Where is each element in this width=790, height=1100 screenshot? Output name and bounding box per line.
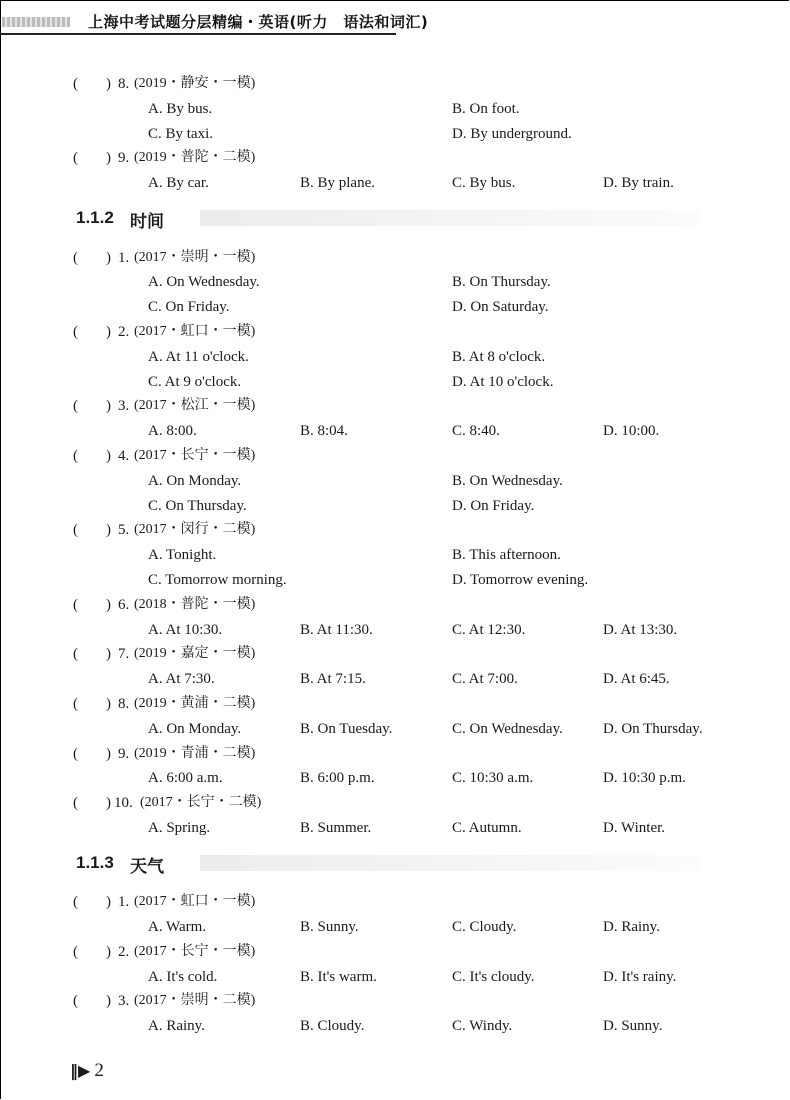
option: A. At 11 o'clock. — [148, 348, 249, 365]
answer-blank-open: ( — [73, 795, 78, 812]
options-row — [0, 965, 790, 990]
options-row — [0, 494, 790, 519]
question-source: (2019・嘉定・一模) — [134, 646, 256, 662]
option: B. Cloudy. — [300, 1018, 365, 1035]
header-decoration — [2, 17, 70, 27]
option: C. 8:40. — [452, 423, 500, 440]
option: A. By car. — [148, 175, 209, 192]
options-row — [0, 618, 790, 643]
option: C. At 9 o'clock. — [148, 373, 242, 390]
options-row — [0, 345, 790, 370]
option: C. By taxi. — [148, 125, 214, 142]
answer-blank-open: ( — [73, 522, 78, 539]
option: C. On Wednesday. — [452, 720, 563, 737]
option: D. At 13:30. — [603, 621, 678, 638]
question-number: 1. — [118, 894, 130, 911]
exercise-content — [0, 72, 790, 1039]
question-row — [0, 642, 790, 667]
option: B. On Thursday. — [452, 274, 551, 291]
question-row — [0, 989, 790, 1014]
option: D. Winter. — [603, 819, 666, 836]
option: A. Rainy. — [148, 1018, 205, 1035]
question-row — [0, 444, 790, 469]
option: A. Spring. — [148, 819, 211, 836]
question-number: 3. — [118, 398, 130, 415]
question-row — [0, 940, 790, 965]
option: D. 10:30 p.m. — [603, 770, 686, 787]
option: A. 8:00. — [148, 423, 197, 440]
option: B. 6:00 p.m. — [300, 770, 375, 787]
options-row — [0, 766, 790, 791]
options-row — [0, 667, 790, 692]
question-source: (2017・闵行・二模) — [134, 522, 256, 538]
option: C. At 7:00. — [452, 671, 518, 688]
option: A. 6:00 a.m. — [148, 770, 223, 787]
section-number: 1.1.2 — [76, 207, 114, 227]
option: C. On Friday. — [148, 299, 230, 316]
page-number: 2 — [94, 1060, 104, 1081]
answer-blank-close: ) — [106, 522, 111, 539]
question-number: 8. — [118, 695, 130, 712]
question-row — [0, 692, 790, 717]
answer-blank-close: ) — [106, 76, 111, 92]
section-number: 1.1.3 — [76, 852, 114, 872]
section-title: 时间 — [130, 211, 164, 232]
running-header-title: 上海中考试题分层精编・英语(听力 语法和词汇) — [88, 13, 429, 31]
option: D. Tomorrow evening. — [452, 571, 589, 588]
answer-blank-open: ( — [73, 249, 78, 266]
answer-blank-close: ) — [106, 894, 111, 911]
question-source: (2017・崇明・一模) — [134, 249, 256, 265]
options-row — [0, 543, 790, 568]
question-row — [0, 72, 790, 97]
question-source: (2017・虹口・一模) — [134, 894, 256, 910]
question-row — [0, 890, 790, 915]
options-row — [0, 171, 790, 196]
section-heading — [0, 196, 790, 246]
question-source: (2017・崇明・二模) — [134, 993, 256, 1009]
option: D. Rainy. — [603, 919, 660, 936]
question-number: 8. — [118, 76, 130, 92]
header-rule — [0, 33, 396, 35]
question-source: (2017・长宁・二模) — [140, 795, 262, 811]
question-number: 10. — [114, 795, 133, 812]
question-row — [0, 791, 790, 816]
option: B. At 7:15. — [300, 671, 366, 688]
options-row — [0, 270, 790, 295]
option: B. On foot. — [452, 100, 520, 117]
question-row — [0, 320, 790, 345]
option: B. 8:04. — [300, 423, 348, 440]
option: C. Tomorrow morning. — [148, 571, 287, 588]
option: D. It's rainy. — [603, 968, 677, 985]
options-row — [0, 568, 790, 593]
question-row — [0, 742, 790, 767]
option: B. Summer. — [300, 819, 372, 836]
section-title: 天气 — [130, 856, 164, 877]
question-number: 3. — [118, 993, 130, 1010]
option: D. On Saturday. — [452, 299, 549, 316]
option: C. 10:30 a.m. — [452, 770, 534, 787]
answer-blank-close: ) — [106, 646, 111, 663]
option: B. On Tuesday. — [300, 720, 393, 737]
option: A. At 7:30. — [148, 671, 215, 688]
question-number: 2. — [118, 943, 130, 960]
option: D. On Thursday. — [603, 720, 703, 737]
question-source: (2017・虹口・一模) — [134, 323, 256, 339]
answer-blank-close: ) — [106, 695, 111, 712]
answer-blank-open: ( — [73, 596, 78, 613]
answer-blank-close: ) — [106, 745, 111, 762]
option: A. On Monday. — [148, 720, 242, 737]
question-source: (2019・普陀・二模) — [134, 150, 256, 166]
question-source: (2018・普陀・一模) — [134, 596, 256, 612]
question-row — [0, 593, 790, 618]
option: A. At 10:30. — [148, 621, 223, 638]
option: A. By bus. — [148, 100, 213, 117]
answer-blank-open: ( — [73, 323, 78, 340]
question-number: 1. — [118, 249, 130, 266]
answer-blank-close: ) — [106, 323, 111, 340]
answer-blank-open: ( — [73, 447, 78, 464]
option: C. Autumn. — [452, 819, 522, 836]
option: A. On Monday. — [148, 472, 242, 489]
question-source: (2019・静安・一模) — [134, 76, 256, 91]
section-heading — [0, 841, 790, 891]
options-row — [0, 97, 790, 122]
question-row — [0, 246, 790, 271]
option: A. On Wednesday. — [148, 274, 260, 291]
question-source: (2017・长宁・一模) — [134, 943, 256, 959]
option: A. Tonight. — [148, 547, 217, 564]
options-row — [0, 717, 790, 742]
page-marker-icon: ‖▶ — [70, 1061, 91, 1080]
options-row — [0, 295, 790, 320]
answer-blank-close: ) — [106, 249, 111, 266]
option: B. It's warm. — [300, 968, 377, 985]
options-row — [0, 469, 790, 494]
options-row — [0, 1014, 790, 1039]
option: D. Sunny. — [603, 1018, 663, 1035]
option: B. At 8 o'clock. — [452, 348, 546, 365]
option: C. Cloudy. — [452, 919, 517, 936]
option: B. At 11:30. — [300, 621, 373, 638]
option: B. This afternoon. — [452, 547, 561, 564]
question-number: 2. — [118, 323, 130, 340]
option: C. Windy. — [452, 1018, 513, 1035]
option: C. By bus. — [452, 175, 516, 192]
answer-blank-open: ( — [73, 943, 78, 960]
answer-blank-close: ) — [106, 993, 111, 1010]
question-number: 4. — [118, 447, 130, 464]
option: D. By underground. — [452, 125, 572, 142]
answer-blank-open: ( — [73, 993, 78, 1010]
options-row — [0, 816, 790, 841]
question-number: 9. — [118, 745, 130, 762]
answer-blank-open: ( — [73, 695, 78, 712]
question-number: 9. — [118, 150, 130, 167]
answer-blank-open: ( — [73, 745, 78, 762]
option: A. It's cold. — [148, 968, 218, 985]
answer-blank-open: ( — [73, 894, 78, 911]
answer-blank-close: ) — [106, 447, 111, 464]
question-source: (2017・松江・一模) — [134, 398, 256, 414]
heading-shade — [200, 855, 700, 871]
option: B. By plane. — [300, 175, 375, 192]
question-source: (2019・青浦・二模) — [134, 745, 256, 761]
option: C. It's cloudy. — [452, 968, 535, 985]
option: C. On Thursday. — [148, 497, 247, 514]
answer-blank-close: ) — [106, 596, 111, 613]
question-number: 6. — [118, 596, 130, 613]
option: D. 10:00. — [603, 423, 660, 440]
option: D. At 6:45. — [603, 671, 670, 688]
question-row — [0, 146, 790, 171]
answer-blank-open: ( — [73, 76, 78, 92]
option: D. At 10 o'clock. — [452, 373, 554, 390]
options-row — [0, 419, 790, 444]
option: B. On Wednesday. — [452, 472, 563, 489]
answer-blank-close: ) — [106, 150, 111, 167]
options-row — [0, 122, 790, 147]
answer-blank-close: ) — [106, 795, 111, 812]
option: B. Sunny. — [300, 919, 359, 936]
question-number: 5. — [118, 522, 130, 539]
options-row — [0, 915, 790, 940]
question-source: (2017・长宁・一模) — [134, 447, 256, 463]
question-row — [0, 518, 790, 543]
question-row — [0, 394, 790, 419]
option: C. At 12:30. — [452, 621, 526, 638]
question-source: (2019・黄浦・二模) — [134, 695, 256, 711]
answer-blank-close: ) — [106, 398, 111, 415]
answer-blank-open: ( — [73, 150, 78, 167]
answer-blank-open: ( — [73, 646, 78, 663]
page-footer — [70, 1060, 104, 1082]
option: D. On Friday. — [452, 497, 535, 514]
question-number: 7. — [118, 646, 130, 663]
options-row — [0, 370, 790, 395]
option: D. By train. — [603, 175, 674, 192]
answer-blank-open: ( — [73, 398, 78, 415]
option: A. Warm. — [148, 919, 207, 936]
answer-blank-close: ) — [106, 943, 111, 960]
heading-shade — [200, 210, 700, 226]
